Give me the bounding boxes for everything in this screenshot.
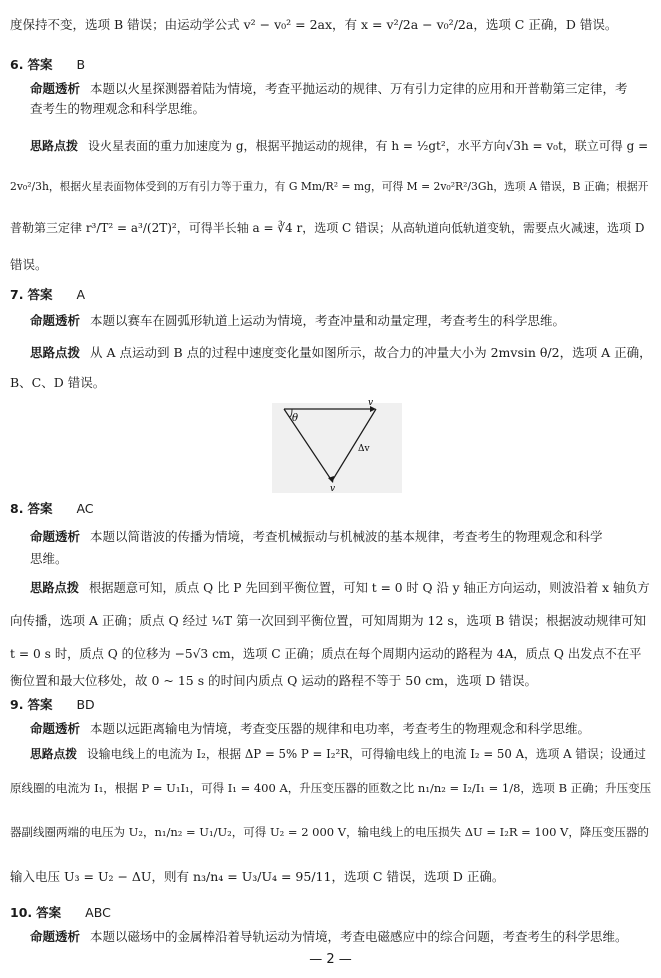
q9-intent-label: 命题透析 xyxy=(30,721,81,736)
q7-answer-label: 答案 xyxy=(27,287,53,302)
q8-hint-text-1: 根据题意可知，质点 Q 比 P 先回到平衡位置，可知 t = 0 时 Q 沿 y 轴正方向运动，则波沿着 x 轴负方 xyxy=(89,581,650,595)
q9-answer-row xyxy=(10,696,95,713)
q9-intent-text-1: 本题以远距离输电为情境，考查变压器的规律和电功率，考查考生的物理观念和科学思维。 xyxy=(90,721,591,736)
q8-intent-2: 思维。 xyxy=(30,551,68,566)
q7-number: 7. xyxy=(10,287,24,302)
q9-answer-label: 答案 xyxy=(27,697,53,712)
q10-answer-label: 答案 xyxy=(36,905,62,920)
q9-hint-3: 器副线圈两端的电压为 U₂，n₁/n₂ = U₁/U₂，可得 U₂ = 2 000 V，输电线上的电压损失 ΔU = I₂R = 100 V，降压变压器的 xyxy=(10,825,649,839)
velocity-change-diagram xyxy=(272,393,402,493)
q8-answer-label: 答案 xyxy=(27,501,53,516)
q6-hint-label: 思路点拨 xyxy=(30,139,79,153)
continuation-line: 度保持不变，选项 B 错误；由运动学公式 v² − v₀² = 2ax，有 x = v²/2a − v₀²/2a，选项 C 正确，D 错误。 xyxy=(10,17,618,32)
q9-hint-1 xyxy=(30,746,646,763)
q10-intent-label: 命题透析 xyxy=(30,929,81,944)
q7-answer-row xyxy=(10,286,85,303)
q7-hint-text-1: 从 A 点运动到 B 点的过程中速度变化量如图所示，故合力的冲量大小为 2mvsin θ/2，选项 A 正确， xyxy=(90,345,652,360)
q8-hint-2: 向传播，选项 A 正确；质点 Q 经过 ⅙T 第一次回到平衡位置，可知周期为 12 s，选项 B 错误；根据波动规律可知 xyxy=(10,613,646,628)
q6-intent-text-1: 本题以火星探测器着陆为情境，考查平抛运动的规律、万有引力定律的应用和开普勒第三定律，考 xyxy=(90,81,628,96)
page-number: — 2 — xyxy=(309,952,352,967)
q10-number: 10. xyxy=(10,905,33,920)
q6-hint-2: 2v₀²/3h，根据火星表面物体受到的万有引力等于重力，有 G Mm/R² = mg，可得 M = 2v₀²R²/3Gh，选项 A 错误，B 正确；根据开 xyxy=(10,180,649,193)
q8-intent-1 xyxy=(30,528,603,545)
q7-hint-2: B、C、D 错误。 xyxy=(10,375,106,390)
bottom-velocity-label: v xyxy=(330,484,336,493)
q6-intent-2: 查考生的物理观念和科学思维。 xyxy=(30,101,206,116)
q10-intent-1 xyxy=(30,928,628,945)
q10-answer-row xyxy=(10,904,111,921)
q7-hint-label: 思路点拨 xyxy=(30,345,81,360)
angle-label: θ xyxy=(292,413,299,424)
q7-hint-1 xyxy=(30,344,652,361)
q7-answer-value: A xyxy=(76,287,86,302)
q8-number: 8. xyxy=(10,501,24,516)
q10-intent-text-1: 本题以磁场中的金属棒沿着导轨运动为情境，考查电磁感应中的综合问题，考查考生的科学思维。 xyxy=(90,929,628,944)
q6-answer-label: 答案 xyxy=(27,57,53,72)
q6-number: 6. xyxy=(10,57,24,72)
q9-number: 9. xyxy=(10,697,24,712)
q9-hint-4: 输入电压 U₃ = U₂ − ΔU，则有 n₃/n₄ = U₃/U₄ = 95/11，选项 C 错误，选项 D 正确。 xyxy=(10,869,505,884)
q9-hint-2: 原线圈的电流为 I₁，根据 P = U₁I₁，可得 I₁ = 400 A，升压变压器的匝数之比 n₁/n₂ = I₂/I₁ = 1/8，选项 B 正确；升压变压 xyxy=(10,781,652,795)
q8-hint-1 xyxy=(30,580,650,597)
q7-intent-text-1: 本题以赛车在圆弧形轨道上运动为情境，考查冲量和动量定理，考查考生的科学思维。 xyxy=(90,313,566,328)
q9-hint-text-1: 设输电线上的电流为 I₂，根据 ΔP = 5% P = I₂²R，可得输电线上的电流 I₂ = 50 A，选项 A 错误；设通过 xyxy=(87,747,646,761)
q8-hint-label: 思路点拨 xyxy=(30,581,79,595)
q9-intent-1 xyxy=(30,720,590,737)
q8-answer-row xyxy=(10,500,94,517)
top-velocity-label: v xyxy=(368,398,374,408)
q6-intent-1 xyxy=(30,80,628,97)
q8-intent-text-1: 本题以简谐波的传播为情境，考查机械振动与机械波的基本规律，考查考生的物理观念和科学 xyxy=(90,529,603,544)
q6-hint-1 xyxy=(30,138,648,155)
q8-hint-3: t = 0 s 时，质点 Q 的位移为 −5√3 cm，选项 C 正确；质点在每个周期内运动的路程为 4A，质点 Q 出发点不在平 xyxy=(10,647,642,661)
q9-answer-value: BD xyxy=(76,697,95,712)
q6-hint-text-1: 设火星表面的重力加速度为 g，根据平抛运动的规律，有 h = ½gt²，水平方向√3h = v₀t，联立可得 g = xyxy=(88,139,649,153)
q6-hint-3: 普勒第三定律 r³/T² = a³/(2T)²，可得半长轴 a = ∛4 r，选项 C 错误；从高轨道向低轨道变轨，需要点火减速，选项 D xyxy=(10,221,645,235)
q6-hint-4: 错误。 xyxy=(10,257,48,272)
delta-v-label: Δv xyxy=(358,444,370,454)
q6-answer-row xyxy=(10,56,85,73)
q6-intent-label: 命题透析 xyxy=(30,81,81,96)
q7-intent-1 xyxy=(30,312,565,329)
q6-answer-value: B xyxy=(76,57,86,72)
q9-hint-label: 思路点拨 xyxy=(30,747,77,761)
q10-answer-value: ABC xyxy=(85,905,111,920)
q8-intent-label: 命题透析 xyxy=(30,529,81,544)
q8-answer-value: AC xyxy=(76,501,94,516)
q7-intent-label: 命题透析 xyxy=(30,313,81,328)
q8-hint-4: 衡位置和最大位移处，故 0 ~ 15 s 的时间内质点 Q 运动的路程不等于 50 cm，选项 D 错误。 xyxy=(10,673,537,688)
